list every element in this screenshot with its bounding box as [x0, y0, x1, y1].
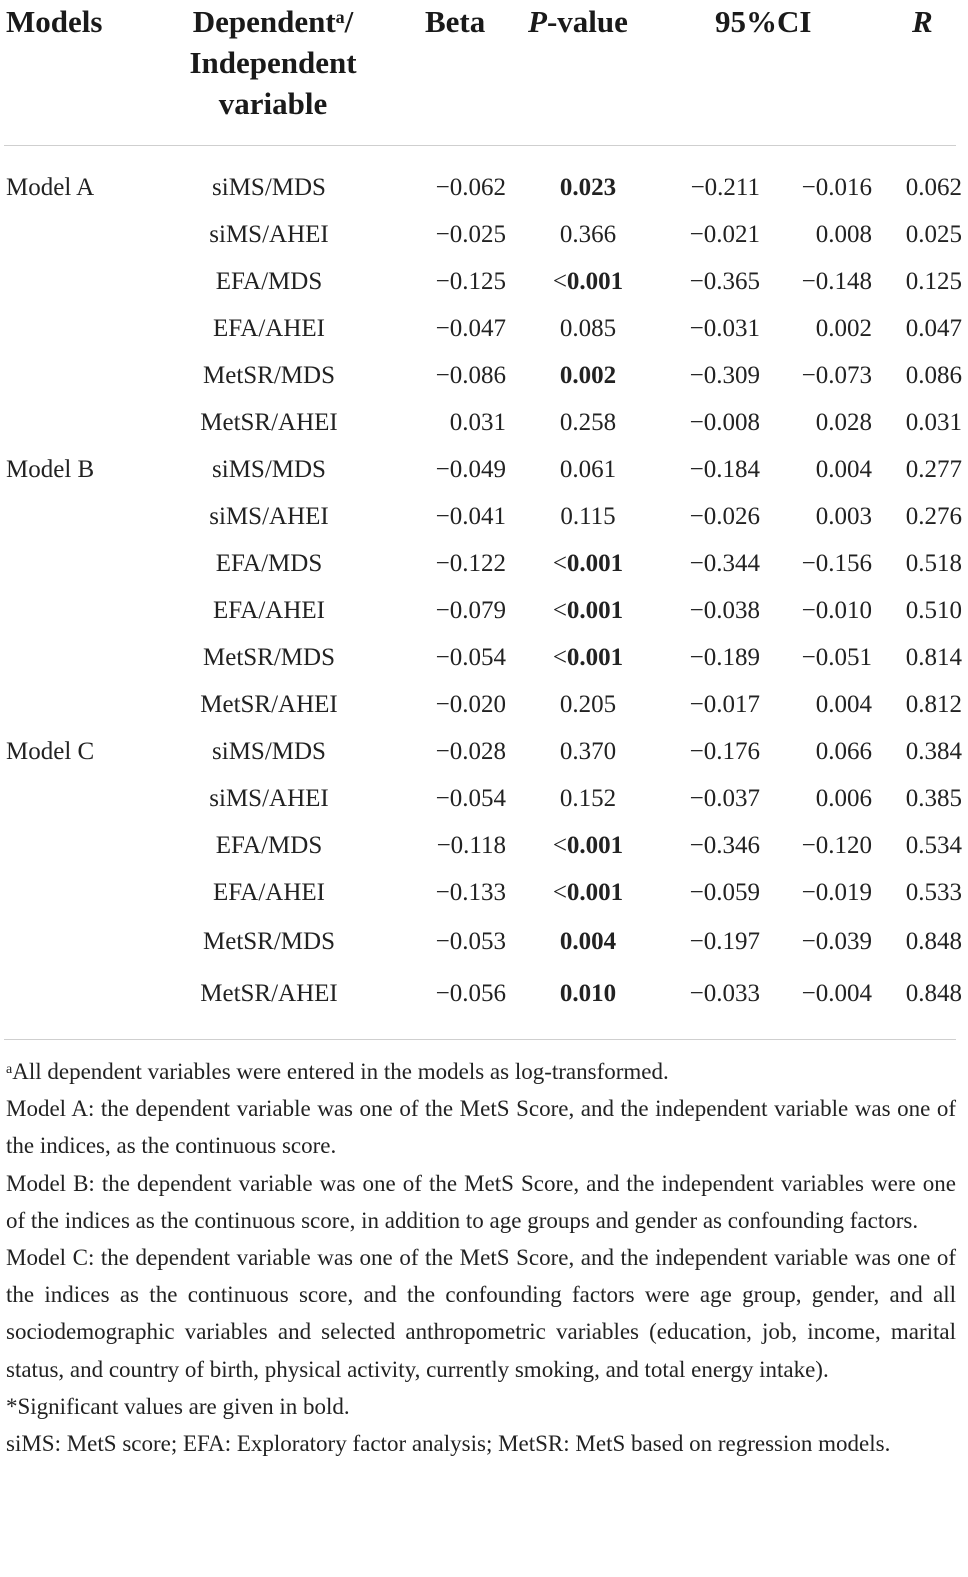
results-table-body — [0, 164, 968, 1020]
cell-ci-low: −0.344 — [689, 549, 760, 577]
table-row — [0, 775, 968, 822]
table-row — [0, 822, 968, 869]
table-row — [0, 446, 968, 493]
cell-r: 0.812 — [905, 690, 962, 718]
p-value-prefix: < — [552, 643, 567, 671]
cell-beta: −0.118 — [436, 831, 506, 859]
cell-p-value — [506, 916, 670, 968]
header-p-value: P-value — [528, 4, 628, 39]
cell-r: 0.125 — [905, 267, 962, 295]
p-value-prefix: < — [552, 549, 567, 577]
header-beta: Beta — [425, 4, 486, 39]
cell-variable: MetSR/AHEI — [200, 408, 338, 436]
cell-beta: −0.125 — [435, 267, 506, 295]
cell-ci-high: 0.004 — [815, 455, 872, 483]
p-value-prefix: < — [552, 831, 567, 859]
p-value-number: 0.001 — [566, 831, 624, 859]
header-ci: 95%CI — [715, 4, 812, 39]
p-value-number: 0.001 — [566, 549, 624, 577]
cell-ci-high: −0.010 — [801, 596, 872, 624]
p-value-prefix: < — [552, 267, 567, 295]
p-value-number: 0.115 — [560, 502, 616, 530]
cell-model — [0, 493, 162, 540]
cell-ci-low: −0.365 — [689, 267, 760, 295]
cell-variable: siMS/AHEI — [209, 502, 329, 530]
table-row — [0, 968, 968, 1020]
cell-model: Model A — [6, 173, 95, 201]
cell-beta: −0.028 — [435, 737, 506, 765]
results-table — [0, 164, 968, 1020]
cell-p-value — [506, 352, 670, 399]
footnote-model-c: Model C: the dependent variable was one of the MetS Score, and the independent variable was one of the indices as the continuous score, and the confounding factors were age group, gender, and all sociodemographic variables and selected anthropometric variables (education, job, income, marital status, and country of birth, physical activity, currently smoking, and total energy intake). — [6, 1245, 956, 1382]
cell-p-value — [506, 164, 670, 211]
cell-model — [0, 587, 162, 634]
p-value-number: 0.001 — [566, 878, 624, 906]
cell-p-value — [506, 822, 670, 869]
cell-r: 0.533 — [905, 878, 962, 906]
cell-model: Model C — [6, 737, 95, 765]
p-value-number: 0.061 — [559, 455, 617, 483]
cell-ci-high: −0.156 — [801, 549, 872, 577]
header-dependent-independent — [168, 1, 378, 124]
table-footnotes — [6, 1053, 956, 1462]
cell-ci-high: −0.039 — [801, 928, 872, 955]
cell-beta: −0.053 — [435, 928, 506, 955]
footnote-abbreviations: siMS: MetS score; EFA: Exploratory factor analysis; MetSR: MetS based on regression models. — [6, 1431, 891, 1457]
cell-variable: MetSR/MDS — [203, 361, 335, 389]
cell-variable: EFA/AHEI — [212, 878, 326, 906]
cell-ci-low: −0.184 — [689, 455, 760, 483]
table-row — [0, 681, 968, 728]
cell-model — [0, 869, 162, 916]
cell-model — [0, 916, 162, 968]
p-value-number: 0.001 — [566, 267, 624, 295]
cell-beta: 0.031 — [449, 408, 506, 436]
header-independent-line: Independent — [189, 45, 357, 80]
p-value-number: 0.152 — [559, 784, 617, 812]
table-bottom-divider — [4, 1039, 956, 1040]
p-value-number: 0.001 — [566, 643, 624, 671]
cell-ci-low: −0.038 — [689, 596, 760, 624]
table-row — [0, 211, 968, 258]
cell-ci-low: −0.346 — [689, 831, 760, 859]
p-value-number: 0.370 — [559, 737, 617, 765]
p-value-number: 0.002 — [559, 361, 617, 389]
cell-model — [0, 681, 162, 728]
cell-ci-high: −0.016 — [801, 173, 872, 201]
cell-ci-low: −0.197 — [689, 928, 760, 955]
cell-ci-low: −0.026 — [689, 502, 760, 530]
cell-ci-low: −0.037 — [689, 784, 760, 812]
footnote-significance: *Significant values are given in bold. — [6, 1393, 350, 1419]
cell-r: 0.086 — [905, 361, 962, 389]
cell-p-value — [506, 305, 670, 352]
cell-ci-high: −0.004 — [801, 980, 872, 1007]
cell-beta: −0.054 — [435, 784, 506, 812]
cell-variable: siMS/AHEI — [209, 220, 329, 248]
cell-r: 0.277 — [905, 455, 962, 483]
table-row — [0, 587, 968, 634]
cell-beta: −0.122 — [435, 549, 506, 577]
cell-r: 0.814 — [905, 643, 962, 671]
cell-variable: EFA/MDS — [215, 549, 323, 577]
cell-p-value — [506, 681, 670, 728]
cell-p-value — [506, 211, 670, 258]
cell-p-value — [506, 493, 670, 540]
cell-model — [0, 634, 162, 681]
table-row — [0, 869, 968, 916]
cell-ci-low: −0.021 — [689, 220, 760, 248]
cell-r: 0.534 — [905, 831, 962, 859]
cell-beta: −0.047 — [435, 314, 506, 342]
cell-ci-low: −0.008 — [689, 408, 760, 436]
cell-beta: −0.079 — [435, 596, 506, 624]
cell-r: 0.276 — [905, 502, 962, 530]
header-divider — [4, 145, 956, 146]
cell-model — [0, 540, 162, 587]
table-row — [0, 305, 968, 352]
p-value-prefix: < — [552, 596, 567, 624]
cell-r: 0.510 — [905, 596, 962, 624]
cell-variable: EFA/AHEI — [212, 314, 326, 342]
table-row — [0, 352, 968, 399]
cell-variable: siMS/AHEI — [209, 784, 329, 812]
cell-p-value — [506, 775, 670, 822]
cell-p-value — [506, 869, 670, 916]
footnote-a-mark: a — [6, 1062, 13, 1077]
cell-ci-high: 0.006 — [815, 784, 872, 812]
cell-model — [0, 258, 162, 305]
p-value-prefix: < — [552, 878, 567, 906]
cell-variable: siMS/MDS — [212, 455, 326, 483]
header-dependent-line: Dependent$^a$/ — [192, 4, 354, 39]
p-value-number: 0.366 — [559, 220, 617, 248]
cell-ci-high: −0.019 — [801, 878, 872, 906]
cell-variable: siMS/MDS — [212, 173, 326, 201]
table-row — [0, 493, 968, 540]
header-models-label: Models — [6, 4, 103, 39]
cell-p-value — [506, 399, 670, 446]
cell-ci-high: 0.028 — [815, 408, 872, 436]
p-value-number: 0.205 — [559, 690, 617, 718]
cell-model: Model B — [6, 455, 95, 483]
cell-ci-low: −0.176 — [689, 737, 760, 765]
cell-model — [0, 399, 162, 446]
cell-beta: −0.049 — [435, 455, 506, 483]
cell-model — [0, 968, 162, 1020]
cell-ci-low: −0.189 — [689, 643, 760, 671]
cell-model — [0, 305, 162, 352]
cell-model — [0, 822, 162, 869]
cell-variable: MetSR/AHEI — [200, 980, 338, 1007]
table-row — [0, 540, 968, 587]
cell-model — [0, 352, 162, 399]
header-r: R — [912, 4, 933, 39]
cell-model — [0, 775, 162, 822]
cell-p-value — [506, 728, 670, 775]
table-row — [0, 164, 968, 211]
cell-beta: −0.041 — [435, 502, 506, 530]
cell-ci-high: −0.051 — [801, 643, 872, 671]
cell-ci-low: −0.031 — [689, 314, 760, 342]
cell-beta: −0.133 — [435, 878, 506, 906]
cell-ci-high: −0.148 — [801, 267, 872, 295]
cell-ci-low: −0.033 — [689, 980, 760, 1007]
footnote-model-a: Model A: the dependent variable was one of the MetS Score, and the independent variable was one of the indices, as the continuous score. — [6, 1096, 956, 1159]
table-row — [0, 634, 968, 681]
p-value-number: 0.001 — [566, 596, 624, 624]
cell-variable: EFA/MDS — [215, 267, 323, 295]
cell-variable: EFA/MDS — [215, 831, 323, 859]
cell-ci-high: −0.120 — [801, 831, 872, 859]
cell-ci-low: −0.059 — [689, 878, 760, 906]
table-row — [0, 399, 968, 446]
p-value-number: 0.004 — [559, 928, 617, 955]
footnote-model-b: Model B: the dependent variable was one of the MetS Score, and the independent variables were one of the indices as the continuous score, in addition to age groups and gender as confounding factors. — [6, 1170, 956, 1233]
cell-beta: −0.086 — [435, 361, 506, 389]
cell-r: 0.047 — [905, 314, 962, 342]
cell-r: 0.384 — [905, 737, 962, 765]
cell-variable: EFA/AHEI — [212, 596, 326, 624]
cell-p-value — [506, 540, 670, 587]
cell-r: 0.385 — [905, 784, 962, 812]
cell-r: 0.062 — [905, 173, 962, 201]
cell-p-value — [506, 587, 670, 634]
cell-ci-high: 0.003 — [815, 502, 872, 530]
cell-ci-high: 0.002 — [815, 314, 872, 342]
cell-r: 0.848 — [905, 980, 962, 1007]
table-row — [0, 258, 968, 305]
cell-beta: −0.056 — [435, 980, 506, 1007]
cell-r: 0.025 — [905, 220, 962, 248]
cell-variable: siMS/MDS — [212, 737, 326, 765]
header-variable-line: variable — [218, 86, 328, 121]
cell-p-value — [506, 446, 670, 493]
p-value-number: 0.085 — [559, 314, 617, 342]
cell-r: 0.518 — [905, 549, 962, 577]
cell-beta: −0.062 — [435, 173, 506, 201]
cell-variable: MetSR/AHEI — [200, 690, 338, 718]
table-row — [0, 728, 968, 775]
cell-ci-low: −0.309 — [689, 361, 760, 389]
cell-variable: MetSR/MDS — [203, 643, 335, 671]
cell-p-value — [506, 258, 670, 305]
cell-variable: MetSR/MDS — [203, 928, 335, 955]
header-models — [6, 1, 102, 42]
cell-r: 0.031 — [905, 408, 962, 436]
cell-p-value — [506, 968, 670, 1020]
cell-ci-high: −0.073 — [801, 361, 872, 389]
cell-model — [0, 211, 162, 258]
cell-beta: −0.054 — [435, 643, 506, 671]
p-value-number: 0.023 — [559, 173, 617, 201]
cell-ci-low: −0.017 — [689, 690, 760, 718]
cell-beta: −0.025 — [435, 220, 506, 248]
cell-ci-high: 0.066 — [815, 737, 872, 765]
table-row — [0, 916, 968, 968]
cell-ci-low: −0.211 — [690, 173, 760, 201]
p-value-number: 0.010 — [559, 980, 617, 1007]
cell-p-value — [506, 634, 670, 681]
cell-beta: −0.020 — [435, 690, 506, 718]
cell-ci-high: 0.008 — [815, 220, 872, 248]
cell-ci-high: 0.004 — [815, 690, 872, 718]
cell-r: 0.848 — [905, 928, 962, 955]
p-value-number: 0.258 — [559, 408, 617, 436]
footnote-a: $^a$All dependent variables were entered in the models as log-transformed. — [6, 1059, 669, 1084]
footnote-a-marker: a — [335, 7, 345, 27]
